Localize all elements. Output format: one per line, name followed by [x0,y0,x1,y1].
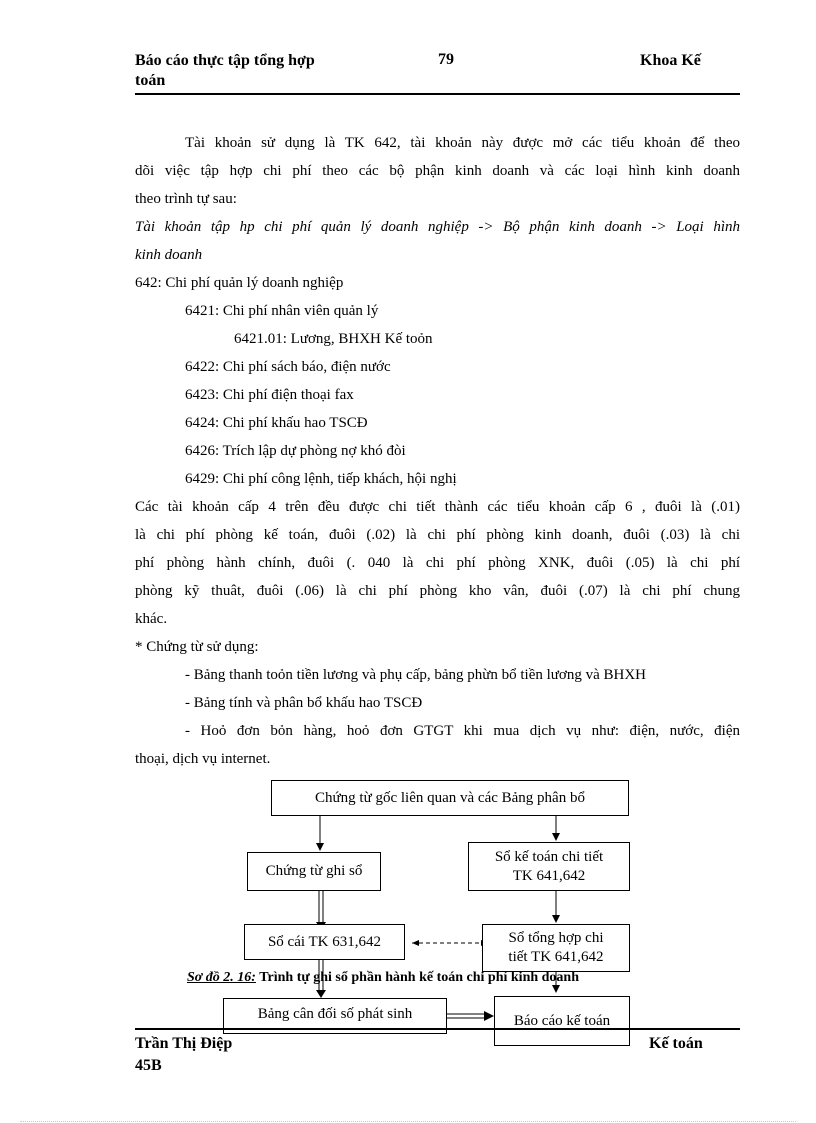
box-accounting-report: Báo cáo kế toán [494,996,630,1046]
account-6421: 6421: Chi phí nhân viên quản lý [185,303,379,319]
box-general-ledger: Sổ cái TK 631,642 [244,924,405,960]
para2-line3: phí phòng hành chính, đuôi (. 040 là chi phí phòng XNK, đuôi (.05) là chi phí [135,555,740,571]
footer-class: 45B [135,1057,162,1074]
footer-author: Trần Thị Điệp [135,1035,233,1052]
documents-title: * Chứng từ sử dụng: [135,639,259,655]
document-item-3-line1: - Hoỏ đơn bỏn hàng, hoỏ đơn GTGT khi mua dịch vụ như: điện, nước, điện [185,723,740,739]
document-item-1: - Bảng thanh toỏn tiền lương và phụ cấp, bảng phừn bổ tiền lương và BHXH [185,667,647,683]
para1-line1: Tài khoản sử dụng là TK 642, tài khoản này được mở các tiểu khoản để theo [185,135,740,151]
para1-line2: dõi việc tập hợp chi phí theo các bộ phận kinh doanh và các loại hình kinh doanh [135,163,740,179]
account-6422: 6422: Chi phí sách báo, điện nước [185,359,391,375]
box-summary-detail: Sổ tổng hợp chi tiết TK 641,642 [482,924,630,972]
footer-rule [135,1028,740,1030]
account-6421-01: 6421.01: Lương, BHXH Kế toỏn [234,331,433,347]
footer-right: Kế toán [649,1035,703,1052]
account-6423: 6423: Chi phí điện thoại fax [185,387,354,403]
box-balance-sheet: Bảng cân đối số phát sinh [223,998,447,1034]
account-642: 642: Chi phí quản lý doanh nghiệp [135,275,344,291]
para1-line3: theo trình tự sau: [135,191,237,207]
document-item-2: - Bảng tính và phân bổ khấu hao TSCĐ [185,695,423,711]
diagram-caption: Sơ đồ 2. 16: Trình tự ghi sổ phần hành kế toán chi phí kinh doanh [187,970,580,985]
para2-line2: là chi phí phòng kế toán, đuôi (.02) là chi phí phòng kinh doanh, đuôi (.03) là chi [135,527,740,543]
para2-line1: Các tài khoản cấp 4 trên đều được chi tiết thành các tiểu khoản cấp 6 , đuôi là (.01) [135,499,740,515]
account-6426: 6426: Trích lập dự phòng nợ khó đòi [185,443,406,459]
box-detail-ledger: Sổ kế toán chi tiết TK 641,642 [468,842,630,891]
document-item-3-line2: thoại, dịch vụ internet. [135,751,271,767]
page-bottom-dotted-line [20,1121,796,1122]
header-left-line2: toán [135,72,166,89]
header-right: Khoa Kế [640,52,701,69]
para2-line4: phòng kỹ thuât, đuôi (.06) là chi phí phòng kho vân, đuôi (.07) là chi phí chung [135,583,740,599]
italic-line1: Tài khoản tập hp chi phí quản lý doanh nghiệp -> Bộ phận kinh doanh -> Loại hình [135,219,740,235]
box-voucher: Chứng từ ghi sổ [247,852,381,891]
account-6424: 6424: Chi phí khấu hao TSCĐ [185,415,368,431]
para2-line5: khác. [135,611,168,627]
page-number: 79 [438,51,454,68]
box-source-documents: Chứng từ gốc liên quan và các Bảng phân bổ [271,780,629,816]
header-left-line1: Báo cáo thực tập tổng hợp [135,52,315,69]
italic-line2: kinh doanh [135,247,203,263]
account-6429: 6429: Chi phí công lệnh, tiếp khách, hội nghị [185,471,457,487]
